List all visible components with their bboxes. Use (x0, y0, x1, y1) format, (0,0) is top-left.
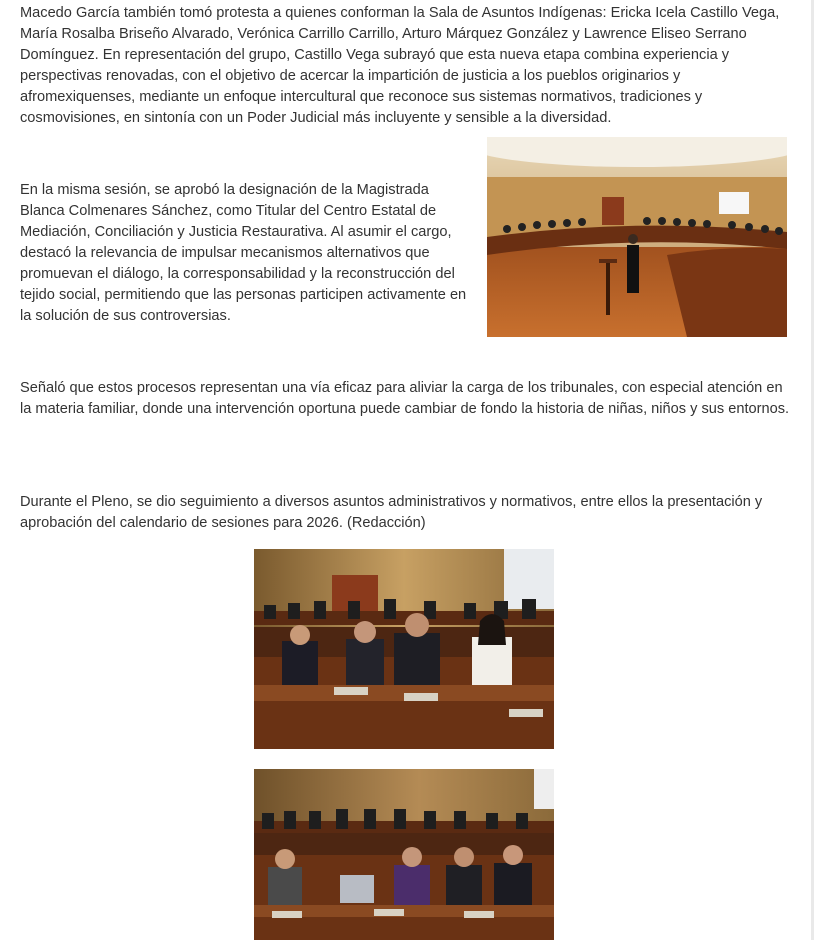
article-paragraph-3: Señaló que estos procesos representan una vía eficaz para aliviar la carga de los tribunales, con especial atención en la materia familiar, donde una intervención oportuna puede cambiar de fondo la historia de niñas, niños y sus entornos. (20, 380, 790, 417)
article-paragraph-2: En la misma sesión, se aprobó la designación de la Magistrada Blanca Colmenares Sánchez, como Titular del Centro Estatal de Mediación, Conciliación y Justicia Restaurativa. Al asumir el cargo, destacó la relevancia de impulsar mecanismos alternativos que promuevan el diálogo, la corresponsabilidad y la reconstrucción del tejido social, permitiendo que las personas participen activamente en la solución de sus controversias. (20, 182, 467, 324)
session-photo-hall (487, 137, 787, 337)
session-photo-panel-1 (254, 549, 554, 749)
session-photo-panel-2 (254, 769, 554, 940)
article-paragraph-1: Macedo García también tomó protesta a quienes conforman la Sala de Asuntos Indígenas: Ericka Icela Castillo Vega, María Rosalba Briseño Alvarado, Verónica Carrillo Carrillo, Arturo Márquez González y Lawrence Eliseo Serrano Domínguez. En representación del grupo, Castillo Vega subrayó que esta nueva etapa combina experiencia y perspectivas renovadas, con el objetivo de acercar la impartición de justicia a los pueblos originarios y afromexiquenses, mediante un enfoque intercultural que reconoce sus sistemas normativos, tradiciones y cosmovisiones, en sintonía con un Poder Judicial más incluyente y sensible a la diversidad. (20, 5, 780, 126)
article-paragraph-4: Durante el Pleno, se dio seguimiento a diversos asuntos administrativos y normativos, entre ellos la presentación y aprobación del calendario de sesiones para 2026. (Redacción) (20, 494, 763, 531)
